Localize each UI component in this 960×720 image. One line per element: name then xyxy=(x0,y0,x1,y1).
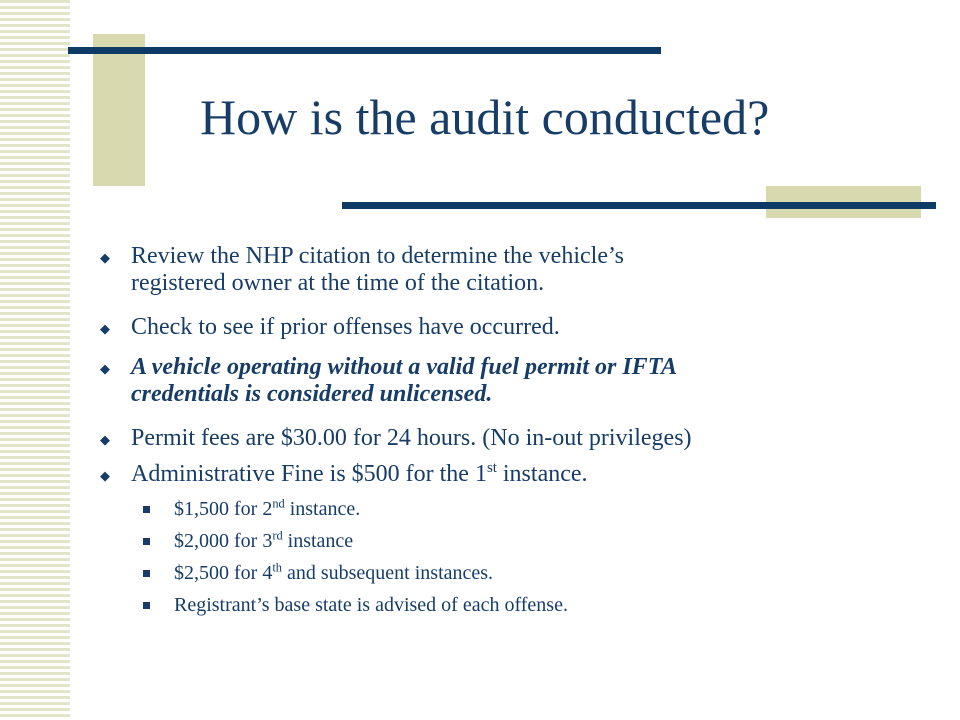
sub-bullet-text: $2,000 for 3rd instance xyxy=(174,528,354,552)
top-left-accent-block xyxy=(93,34,145,186)
square-bullet-icon xyxy=(143,570,150,577)
square-bullet-icon xyxy=(143,602,150,609)
diamond-bullet-icon: ◆ xyxy=(100,468,110,483)
bullet-text: Review the NHP citation to determine the vehicle’s registered owner at the time of the citation. xyxy=(131,243,624,296)
diamond-bullet-icon: ◆ xyxy=(100,432,110,447)
bullet-text: A vehicle operating without a valid fuel permit or IFTA credentials is considered unlicensed. xyxy=(131,354,678,407)
left-stripe-decoration xyxy=(0,0,70,720)
square-bullet-icon xyxy=(143,506,150,513)
slide-title: How is the audit conducted? xyxy=(200,89,770,145)
square-bullet-icon xyxy=(143,538,150,545)
sub-bullet-text: $2,500 for 4th and subsequent instances. xyxy=(174,560,494,584)
bullet-text: Permit fees are $30.00 for 24 hours. (No in-out privileges) xyxy=(131,425,692,451)
bullet-text: Check to see if prior offenses have occurred. xyxy=(131,314,560,340)
sub-bullet-text: Registrant’s base state is advised of each offense. xyxy=(174,594,568,616)
top-accent-bar xyxy=(68,47,661,54)
diamond-bullet-icon: ◆ xyxy=(100,321,110,336)
diamond-bullet-icon: ◆ xyxy=(100,250,110,265)
diamond-bullet-icon: ◆ xyxy=(100,361,110,376)
sub-bullet-text: $1,500 for 2nd instance. xyxy=(174,496,361,520)
bullet-text: Administrative Fine is $500 for the 1st instance. xyxy=(131,460,588,487)
title-underline-bar xyxy=(342,202,936,209)
